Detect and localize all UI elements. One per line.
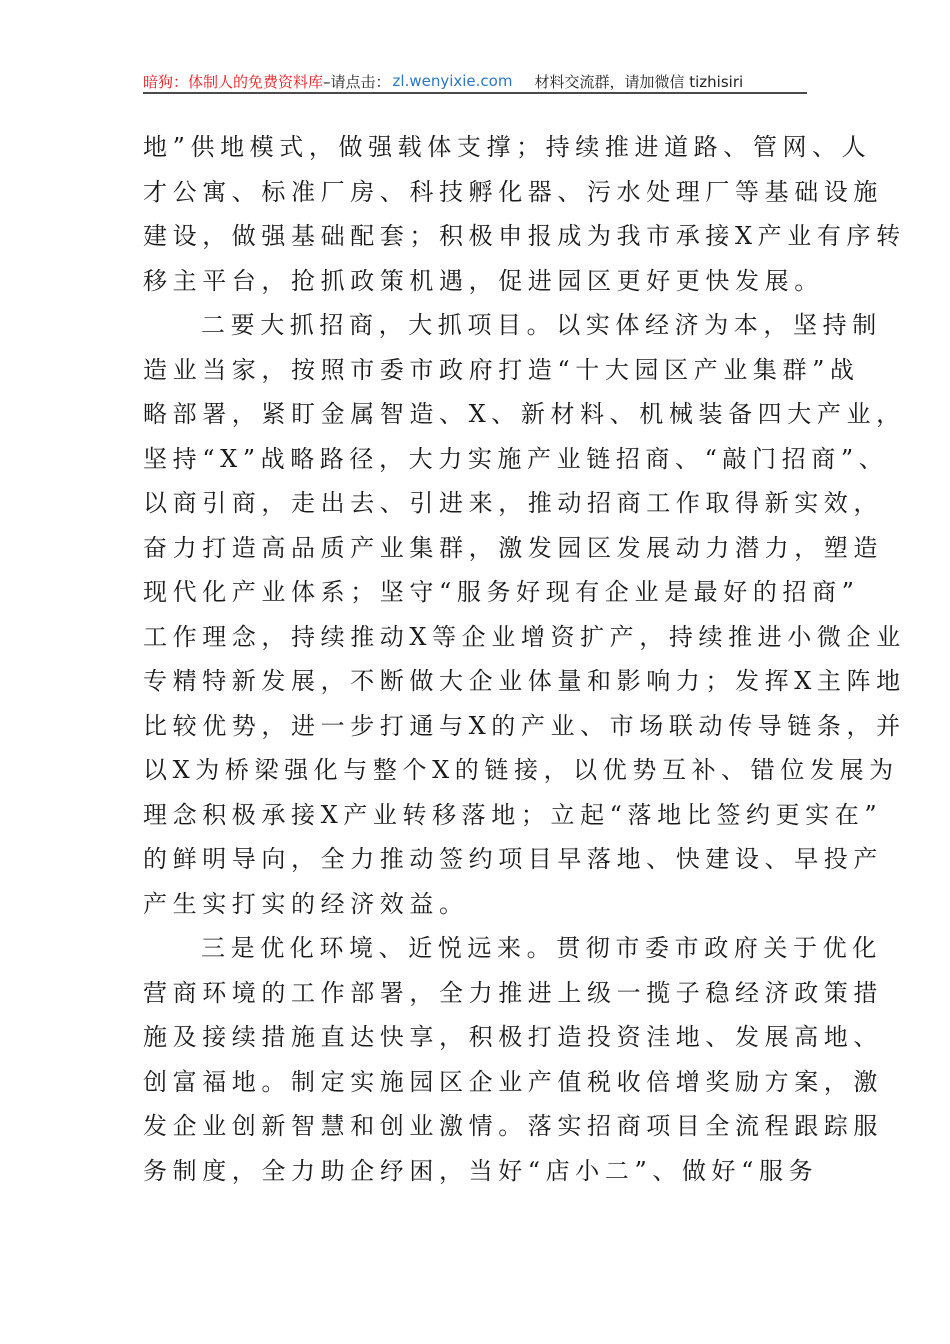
text-line: 以商引商，走出去、引进来，推动招商工作取得新实效， (143, 489, 883, 517)
header-contact: 材料交流群，请加微信 tizhisiri (534, 72, 744, 91)
text-line: 建设，做强基础配套；积极申报成为我市承接X产业有序转 (143, 222, 906, 250)
text-line: 工作理念，持续推动X等企业增资扩产，持续推进小微企业 (143, 622, 906, 651)
text-line: 坚持“X”战略路径，大力实施产业链招商、“敲门招商”、 (143, 444, 889, 473)
text-line: 造业当家，按照市委市政府打造“十大园区产业集群”战 (143, 355, 860, 384)
text-line: 产生实打实的经济效益。 (143, 889, 469, 918)
text-line: 移主平台，抢抓政策机遇，促进园区更好更快发展。 (143, 266, 824, 295)
paragraph-start-line: 二要大抓招商，大抓项目。以实体经济为本，坚持制 (201, 311, 882, 339)
header-brand: 暗狗：体制人的免费资料库 (143, 72, 324, 91)
text-line: 以X为桥梁强化与整个X的链接，以优势互补、错位发展为 (143, 756, 899, 784)
paragraph-start-line: 三是优化环境、近悦远来。贯彻市委市政府关于优化 (201, 934, 882, 962)
text-line: 营商环境的工作部署，全力推进上级一揽子稳经济政策措 (143, 978, 883, 1007)
text-line: 创富福地。制定实施园区企业产值税收倍增奖励方案，激 (143, 1067, 883, 1096)
text-line: 的鲜明导向，全力推动签约项目早落地、快建设、早投产 (143, 845, 883, 873)
text-line: 理念积极承接X产业转移落地；立起“落地比签约更实在” (143, 800, 883, 829)
text-line: 略部署，紧盯金属智造、X、新材料、机械装备四大产业， (143, 400, 906, 428)
text-line: 专精特新发展，不断做大企业体量和影响力；发挥X主阵地 (143, 667, 906, 695)
document-body (143, 125, 906, 1193)
header-link[interactable]: zl.wenyixie.com (392, 72, 513, 90)
text-line: 施及接续措施直达快享，积极打造投资洼地、发展高地、 (143, 1023, 883, 1051)
text-line: 才公寓、标准厂房、科技孵化器、污水处理厂等基础设施 (143, 177, 883, 206)
text-line: 现代化产业体系；坚守“服务好现有企业是最好的招商” (143, 578, 860, 606)
text-line: 奋力打造高品质产业集群，激发园区发展动力潜力，塑造 (143, 533, 883, 562)
text-line: 地”供地模式，做强载体支撑；持续推进道路、管网、人 (143, 133, 872, 161)
text-line: 务制度，全力助企纾困，当好“店小二”、做好“服务 (143, 1156, 819, 1185)
text-line: 比较优势，进一步打通与X的产业、市场联动传导链条，并 (143, 711, 906, 740)
header-divider (143, 92, 807, 94)
page-header (143, 70, 807, 92)
header-click-prompt: –请点击： (323, 72, 391, 91)
text-line: 发企业创新智慧和创业激情。落实招商项目全流程跟踪服 (143, 1112, 883, 1140)
